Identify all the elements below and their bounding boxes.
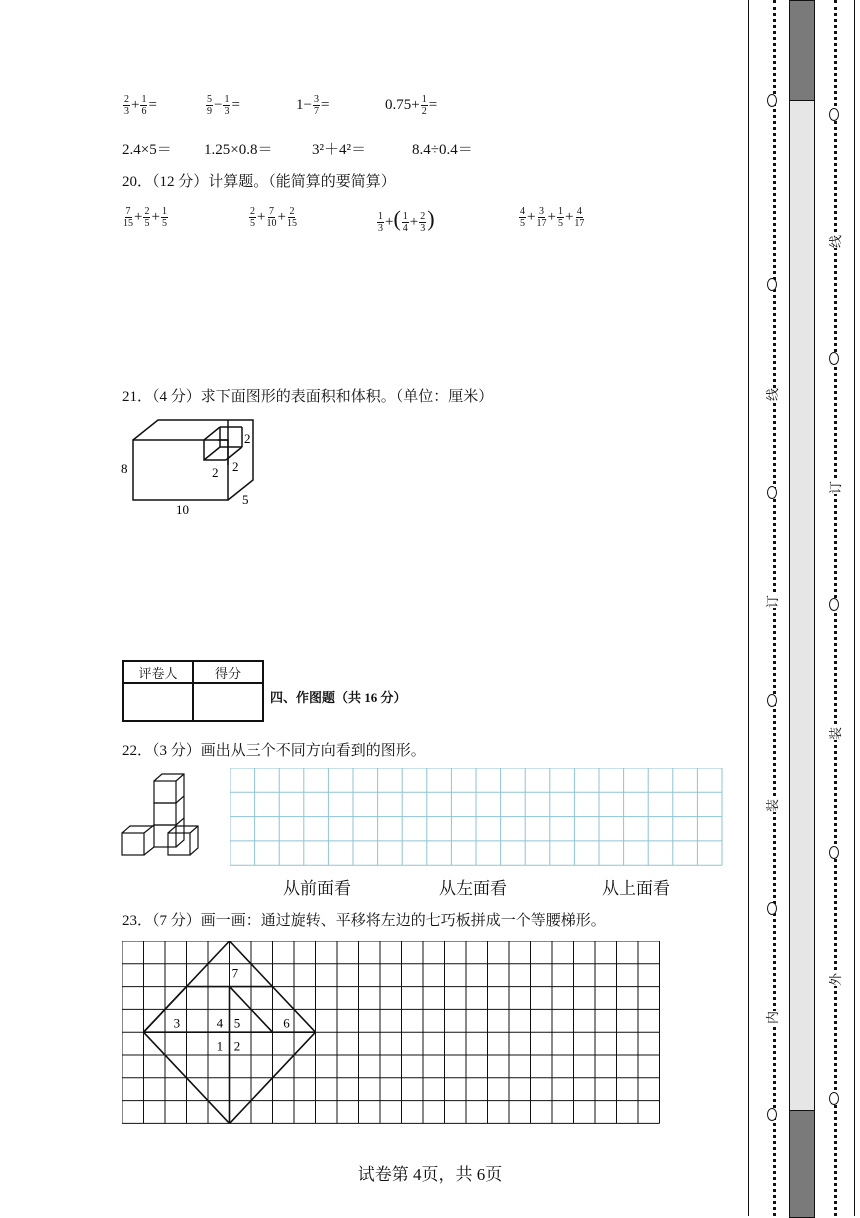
hole-circle <box>767 1108 777 1121</box>
hole-circle <box>829 108 839 121</box>
hole-circle <box>767 94 777 107</box>
hole-circle <box>767 902 777 915</box>
oral-calc-2: $\frac{5}{9}$ − $\frac{1}{3}$ = <box>207 94 240 117</box>
label-cut-b: 2 <box>232 459 239 474</box>
view-label-front: 从前面看 <box>283 879 351 898</box>
grader-cell[interactable] <box>123 683 193 721</box>
oral-calc-1: $\frac{2}{3}$ + $\frac{1}{6}$ = <box>124 94 157 117</box>
q20-expr-4: $\frac{4}{5}$ + $\frac{3}{17}$ + $\frac{1}{5}$ + $\frac{4}{17}$ <box>520 206 585 229</box>
bar-bottom-dark <box>789 1110 815 1218</box>
outer-label-outside: 外 <box>825 973 844 986</box>
label-width: 5 <box>242 492 249 507</box>
hole-circle <box>829 1092 839 1105</box>
tangram-piece-label: 5 <box>233 1015 241 1031</box>
hole-circle <box>829 598 839 611</box>
oral-calc-4: 0.75+ $\frac{1}{2}$ = <box>385 94 438 117</box>
label-cut-c: 2 <box>212 465 219 480</box>
grader-header: 评卷人 <box>123 661 193 683</box>
inner-label-mount: 装 <box>762 799 781 812</box>
oral-calc-8: 8.4÷0.4＝ <box>412 142 473 158</box>
score-cell[interactable] <box>193 683 263 721</box>
tangram-piece-label: 1 <box>216 1038 224 1054</box>
tangram-piece-label: 2 <box>233 1038 241 1054</box>
section4-title: 四、作图题（共 16 分） <box>270 690 407 705</box>
drawing-grid-views[interactable] <box>230 768 724 866</box>
inner-label-line: 线 <box>762 388 781 401</box>
q20-expr-1: $\frac{7}{15}$ + $\frac{2}{5}$ + $\frac{1}{5}$ <box>123 206 167 229</box>
q20-expr-3: $\frac{1}{3}$ +( $\frac{1}{4}$ + $\frac{2}{3}$ ) <box>378 206 435 235</box>
outer-label-mount: 装 <box>825 727 844 740</box>
q23-title: 23．（7 分）画一画：通过旋转、平移将左边的七巧板拼成一个等腰梯形。 <box>122 913 606 929</box>
hole-circle <box>767 278 777 291</box>
label-height: 8 <box>121 461 128 476</box>
tangram-grid[interactable] <box>122 941 664 1127</box>
oral-calc-7: 3²＋4²＝ <box>312 142 366 158</box>
bar-top-dark <box>789 0 815 102</box>
inner-label-bind: 订 <box>762 595 781 608</box>
page-footer: 试卷第 4页，共 6页 <box>357 1165 503 1184</box>
label-length: 10 <box>176 502 189 517</box>
score-header: 得分 <box>193 661 263 683</box>
score-table <box>122 660 264 722</box>
q20-title: 20．（12 分）计算题。（能简算的要简算） <box>122 174 396 190</box>
cuboid-figure <box>118 415 268 520</box>
tangram-piece-label: 7 <box>231 965 239 981</box>
label-cut-a: 2 <box>244 431 251 446</box>
hole-circle <box>767 486 777 499</box>
hole-circle <box>829 846 839 859</box>
oral-calc-5: 2.4×5＝ <box>122 142 172 158</box>
hole-circle <box>829 352 839 365</box>
oral-calc-6: 1.25×0.8＝ <box>204 142 273 158</box>
view-label-top: 从上面看 <box>602 879 670 898</box>
hole-circle <box>767 694 777 707</box>
bar-middle <box>789 100 815 1112</box>
q21-title: 21．（4 分）求下面图形的表面积和体积。（单位：厘米） <box>122 389 494 405</box>
q20-expr-2: $\frac{2}{5}$ + $\frac{7}{10}$ + $\frac{2}{15}$ <box>250 206 297 229</box>
inner-label-inside: 内 <box>762 1011 781 1024</box>
view-label-left: 从左面看 <box>439 879 507 898</box>
outer-label-bind: 订 <box>825 481 844 494</box>
tangram-piece-label: 3 <box>173 1015 181 1031</box>
cube-stack-figure <box>120 773 215 861</box>
q22-title: 22．（3 分）画出从三个不同方向看到的图形。 <box>122 743 426 759</box>
tangram-piece-label: 6 <box>283 1015 290 1031</box>
oral-calc-3: 1− $\frac{3}{7}$ = <box>296 94 330 117</box>
tangram-piece-label: 4 <box>216 1015 224 1031</box>
outer-label-line: 线 <box>825 235 844 248</box>
